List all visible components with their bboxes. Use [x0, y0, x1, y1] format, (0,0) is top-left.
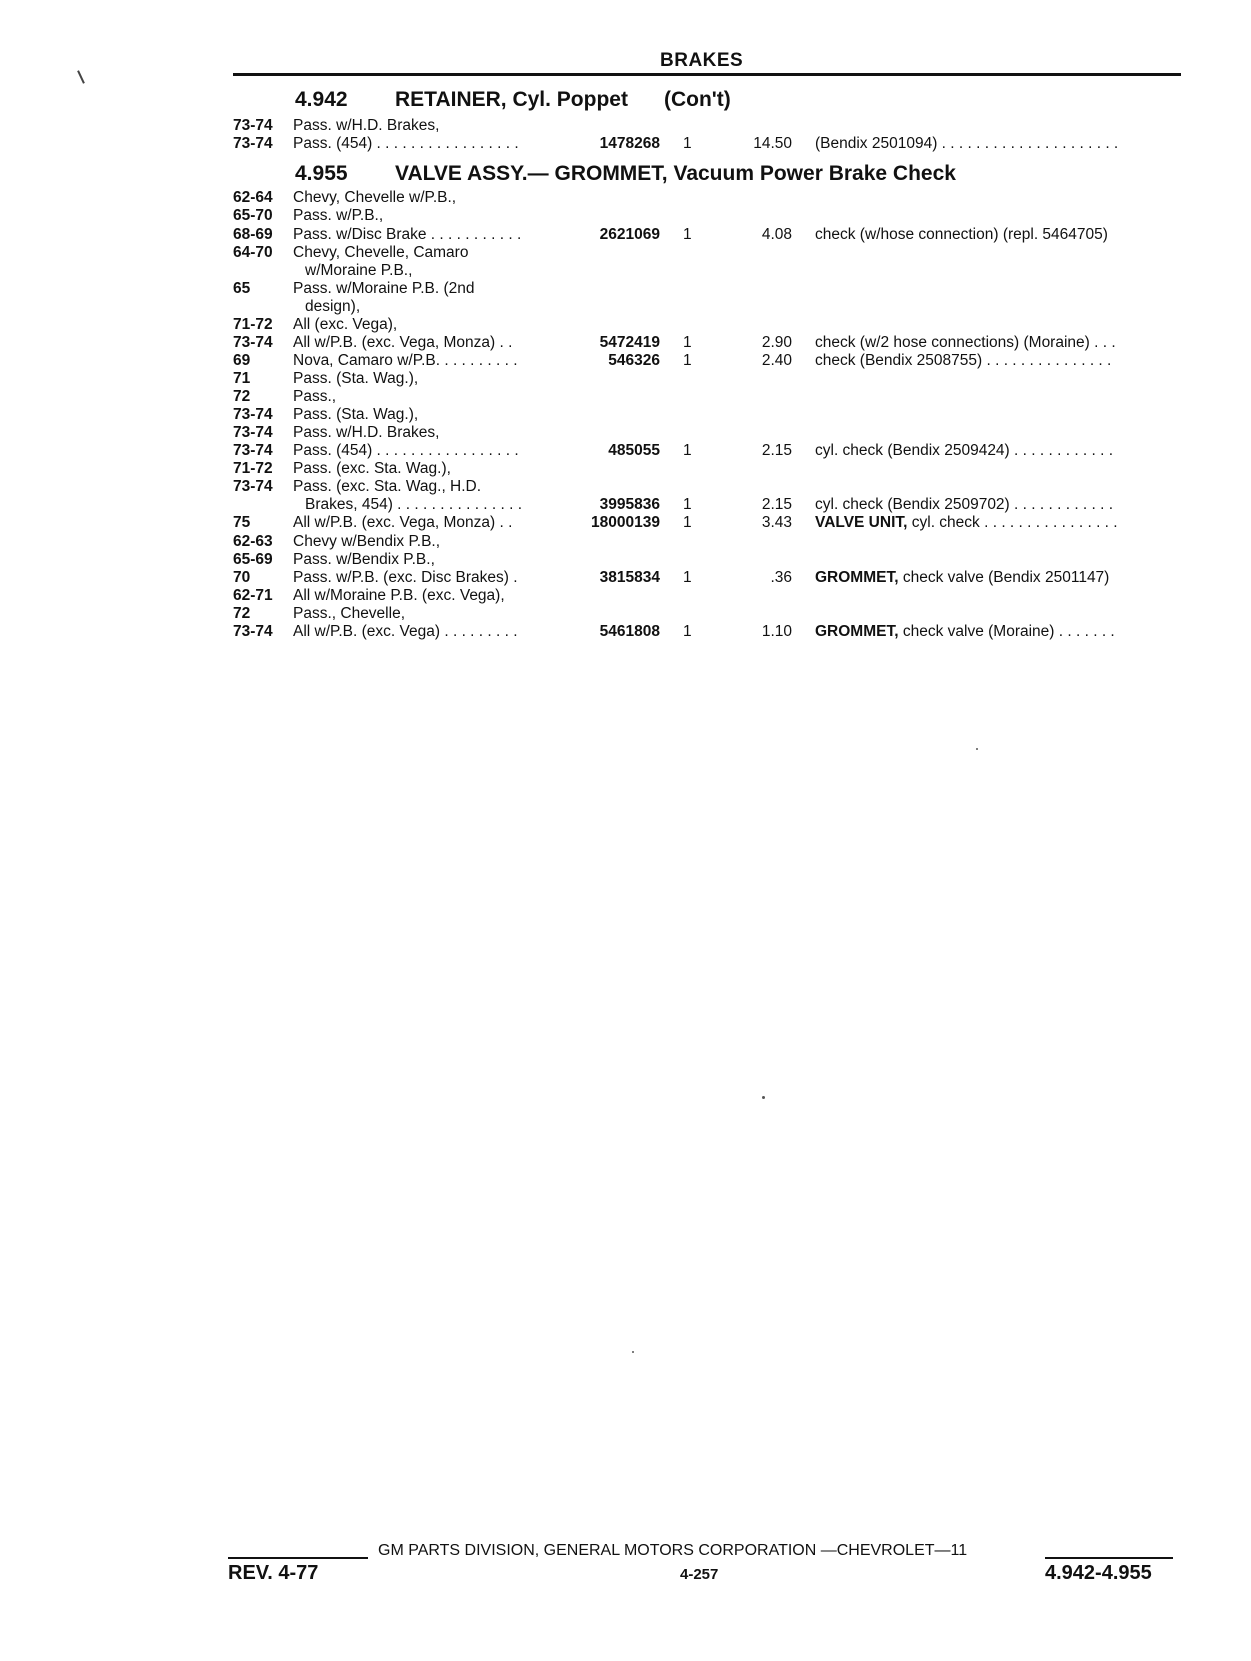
- model-years: 71: [233, 370, 251, 387]
- part-note: [815, 135, 1118, 153]
- footer-rule-left: [228, 1557, 368, 1559]
- model-years: 69: [233, 352, 251, 369]
- part-number: 18000139: [591, 514, 660, 531]
- model-years: 73-74: [233, 135, 273, 152]
- price: 14.50: [753, 135, 792, 152]
- part-note-title: GROMMET,: [815, 569, 899, 586]
- part-number: 546326: [608, 352, 660, 369]
- part-note: [815, 623, 1115, 641]
- application-description: Brakes, 454) . . . . . . . . . . . . . . .: [305, 496, 523, 513]
- section-title: BRAKES: [660, 50, 744, 71]
- part-note: [815, 514, 1118, 532]
- application-description: Chevy, Chevelle, Camaro: [293, 244, 469, 261]
- part-note: [815, 352, 1111, 370]
- application-description: design),: [305, 298, 361, 315]
- quantity: 1: [683, 569, 692, 586]
- model-years: 70: [233, 569, 251, 586]
- application-description: Pass. (exc. Sta. Wag.),: [293, 460, 451, 477]
- header-rule: [233, 73, 1181, 76]
- application-description: Pass. (Sta. Wag.),: [293, 406, 419, 423]
- application-description: Pass., Chevelle,: [293, 605, 405, 622]
- quantity: 1: [683, 135, 692, 152]
- part-note-text: check (w/hose connection) (repl. 5464705): [815, 226, 1108, 243]
- scan-speck: [632, 1351, 634, 1353]
- quantity: 1: [683, 226, 692, 243]
- part-note: [815, 442, 1113, 460]
- group-suffix: (Con't): [663, 88, 731, 111]
- part-number: 5472419: [599, 334, 660, 351]
- quantity: 1: [683, 352, 692, 369]
- price: 4.08: [761, 226, 792, 243]
- model-years: 71-72: [233, 316, 273, 333]
- quantity: 1: [683, 334, 692, 351]
- application-description: Pass. w/P.B.,: [293, 207, 384, 224]
- application-description: Pass. w/Disc Brake . . . . . . . . . . .: [293, 226, 522, 243]
- part-note-text: check valve (Bendix 2501147): [898, 569, 1110, 586]
- part-note-text: cyl. check (Bendix 2509702) . . . . . . . . . . . .: [815, 496, 1114, 513]
- model-years: 65-70: [233, 207, 273, 224]
- part-note-text: check valve (Moraine) . . . . . . .: [898, 623, 1115, 640]
- model-years: 73-74: [233, 406, 273, 423]
- group-number: 4.955: [295, 162, 348, 185]
- part-note-text: (Bendix 2501094) . . . . . . . . . . . . . . . . . . . . .: [815, 135, 1119, 152]
- part-number: 3815834: [599, 569, 660, 586]
- price: 2.90: [761, 334, 792, 351]
- application-description: Pass.,: [293, 388, 337, 405]
- model-years: 71-72: [233, 460, 273, 477]
- part-number: 485055: [608, 442, 660, 459]
- model-years: 68-69: [233, 226, 273, 243]
- application-description: Nova, Camaro w/P.B. . . . . . . . . .: [293, 352, 518, 369]
- application-description: Pass. (454) . . . . . . . . . . . . . . . . .: [293, 442, 519, 459]
- part-note: [815, 334, 1116, 352]
- group-name: VALVE ASSY.— GROMMET, Vacuum Power Brake Check: [395, 162, 956, 185]
- scan-speck: [976, 748, 978, 750]
- quantity: 1: [683, 514, 692, 531]
- footer-revision: REV. 4-77: [228, 1562, 319, 1584]
- application-description: All w/Moraine P.B. (exc. Vega),: [293, 587, 505, 604]
- group-name: RETAINER, Cyl. Poppet: [395, 88, 628, 111]
- model-years: 73-74: [233, 424, 273, 441]
- part-note: [815, 226, 1108, 244]
- part-number: 3995836: [599, 496, 660, 513]
- quantity: 1: [683, 442, 692, 459]
- application-description: Pass. w/Bendix P.B.,: [293, 551, 435, 568]
- model-years: 73-74: [233, 117, 273, 134]
- part-note-text: check (Bendix 2508755) . . . . . . . . . . . . . . .: [815, 352, 1112, 369]
- model-years: 73-74: [233, 478, 273, 495]
- application-description: All (exc. Vega),: [293, 316, 398, 333]
- application-description: All w/P.B. (exc. Vega) . . . . . . . . .: [293, 623, 518, 640]
- model-years: 65-69: [233, 551, 273, 568]
- application-description: All w/P.B. (exc. Vega, Monza) . .: [293, 514, 513, 531]
- group-number: 4.942: [295, 88, 348, 111]
- application-description: Pass. (454) . . . . . . . . . . . . . . . . .: [293, 135, 519, 152]
- model-years: 73-74: [233, 623, 273, 640]
- footer-page-number: 4-257: [680, 1566, 719, 1583]
- part-note-text: check (w/2 hose connections) (Moraine) . . .: [815, 334, 1116, 351]
- model-years: 64-70: [233, 244, 273, 261]
- application-description: Pass. w/P.B. (exc. Disc Brakes) .: [293, 569, 518, 586]
- model-years: 72: [233, 388, 251, 405]
- price: 2.15: [761, 442, 792, 459]
- part-note-title: VALVE UNIT,: [815, 514, 908, 531]
- part-note: [815, 569, 1109, 587]
- model-years: 62-63: [233, 533, 273, 550]
- group-heading: [295, 162, 992, 186]
- footer-rule-right: [1045, 1557, 1173, 1559]
- model-years: 73-74: [233, 334, 273, 351]
- price: 2.15: [761, 496, 792, 513]
- application-description: Pass. (Sta. Wag.),: [293, 370, 419, 387]
- part-note-title: GROMMET,: [815, 623, 899, 640]
- quantity: 1: [683, 623, 692, 640]
- application-description: Pass. w/H.D. Brakes,: [293, 117, 440, 134]
- price: .36: [770, 569, 792, 586]
- model-years: 73-74: [233, 442, 273, 459]
- application-description: All w/P.B. (exc. Vega, Monza) . .: [293, 334, 513, 351]
- model-years: 62-71: [233, 587, 273, 604]
- quantity: 1: [683, 496, 692, 513]
- model-years: 65: [233, 280, 251, 297]
- model-years: 75: [233, 514, 251, 531]
- model-years: 62-64: [233, 189, 273, 206]
- application-description: w/Moraine P.B.,: [305, 262, 413, 279]
- scan-mark: [77, 70, 85, 84]
- part-note: [815, 496, 1113, 514]
- price: 3.43: [761, 514, 792, 531]
- footer-publisher: GM PARTS DIVISION, GENERAL MOTORS CORPORATION —CHEVROLET—11: [378, 1542, 968, 1559]
- price: 2.40: [761, 352, 792, 369]
- part-number: 2621069: [599, 226, 660, 243]
- footer-section-range: 4.942-4.955: [1045, 1562, 1152, 1584]
- model-years: 72: [233, 605, 251, 622]
- part-number: 5461808: [599, 623, 660, 640]
- part-note-text: cyl. check (Bendix 2509424) . . . . . . . . . . . .: [815, 442, 1114, 459]
- price: 1.10: [761, 623, 792, 640]
- part-number: 1478268: [599, 135, 660, 152]
- application-description: Pass. (exc. Sta. Wag., H.D.: [293, 478, 482, 495]
- application-description: Chevy w/Bendix P.B.,: [293, 533, 441, 550]
- application-description: Pass. w/H.D. Brakes,: [293, 424, 440, 441]
- part-note-text: cyl. check . . . . . . . . . . . . . . . .: [907, 514, 1118, 531]
- application-description: Chevy, Chevelle w/P.B.,: [293, 189, 457, 206]
- application-description: Pass. w/Moraine P.B. (2nd: [293, 280, 475, 297]
- scan-speck: [762, 1096, 765, 1099]
- group-heading: [295, 88, 731, 112]
